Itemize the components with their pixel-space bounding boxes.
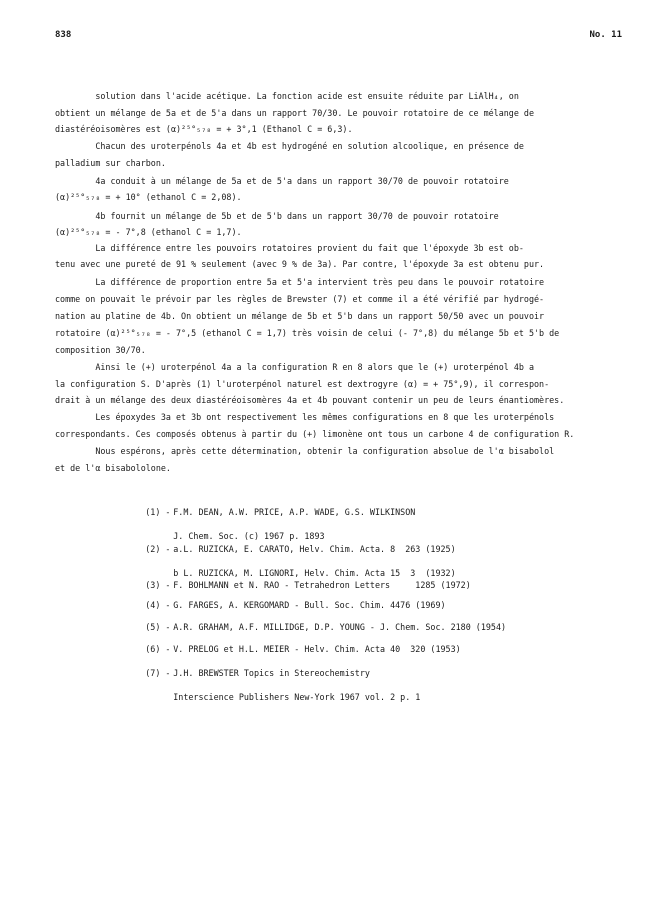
body-line: correspondants. Ces composés obtenus à partir du (+) limonène ont tous un carbone 4 de configuration R. [55,429,575,439]
body-line: comme on pouvait le prévoir par les règles de Brewster (7) et comme il a été vérifié par hydrogé- [55,294,545,304]
reference-text: a.L. RUZICKA, E. CARATO, Helv. Chim. Acta. 8 263 (1925) [173,544,456,554]
body-line: 4a conduit à un mélange de 5a et de 5'a dans un rapport 30/70 de pouvoir rotatoire [55,176,509,186]
reference-text: J. Chem. Soc. (c) 1967 p. 1893 [173,531,325,541]
reference-text: V. PRELOG et H.L. MEIER - Helv. Chim. Acta 40 320 (1953) [173,644,461,654]
reference-text: A.R. GRAHAM, A.F. MILLIDGE, D.P. YOUNG - J. Chem. Soc. 2180 (1954) [173,622,507,632]
reference-number: (3) - [145,580,171,590]
body-line: composition 30/70. [55,345,146,355]
body-line: nation au platine de 4b. On obtient un mélange de 5b et 5'b dans un rapport 50/50 avec un pouvoir [55,311,545,321]
body-line: Nous espérons, après cette détermination, obtenir la configuration absolue de l'α bisabolol [55,446,555,456]
reference-text: F. BOHLMANN et N. RAO - Tetrahedron Letters 1285 (1972) [173,580,471,590]
body-line: La différence de proportion entre 5a et 5'a intervient très peu dans le pouvoir rotatoire [55,277,545,287]
body-line: Ainsi le (+) uroterpénol 4a a la configuration R en 8 alors que le (+) uroterpénol 4b a [55,362,535,372]
body-line: obtient un mélange de 5a et de 5'a dans un rapport 70/30. Le pouvoir rotatoire de ce mélange de [55,108,535,118]
reference-number: (4) - [145,600,171,610]
reference-text: G. FARGES, A. KERGOMARD - Bull. Soc. Chim. 4476 (1969) [173,600,446,610]
body-line: et de l'α bisabololone. [55,463,171,473]
reference-number: (5) - [145,622,171,632]
page-number: 838 [55,30,72,40]
body-line: tenu avec une pureté de 91 % seulement (avec 9 % de 3a). Par contre, l'époxyde 3a est obtenu pur. [55,259,545,269]
body-line: (α)²⁵°₅₇₈ = - 7°,8 (ethanol C = 1,7). [55,227,242,237]
reference-text: J.H. BREWSTER Topics in Stereochemistry [173,668,370,678]
reference-number: (6) - [145,644,171,654]
body-line: la configuration S. D'après (1) l'uroterpénol naturel est dextrogyre (α) = + 75°,9), il correspon- [55,379,550,389]
reference-text: F.M. DEAN, A.W. PRICE, A.P. WADE, G.S. WILKINSON [173,507,416,517]
body-line: solution dans l'acide acétique. La fonction acide est ensuite réduite par LiAlH₄, on [55,91,519,101]
body-line: palladium sur charbon. [55,158,166,168]
body-line: (α)²⁵°₅₇₈ = + 10° (ethanol C = 2,08). [55,192,242,202]
reference-number: (2) - [145,544,171,554]
body-line: Les époxydes 3a et 3b ont respectivement les mêmes configurations en 8 que les uroterpénols [55,412,555,422]
reference-number: (1) - [145,507,171,517]
reference-item [115,655,420,715]
reference-text: b L. RUZICKA, M. LIGNORI, Helv. Chim. Acta 15 3 (1932) [173,568,456,578]
body-line: Chacun des uroterpénols 4a et 4b est hydrogéné en solution alcoolique, en présence de [55,141,524,151]
body-line: drait à un mélange des deux diastéréoisomères 4a et 4b pouvant contenir un peu de leurs énantiomères. [55,395,565,405]
reference-number: (7) - [145,668,171,678]
body-line: La différence entre les pouvoirs rotatoires provient du fait que l'époxyde 3b est ob- [55,243,524,253]
issue-number: No. 11 [589,30,622,40]
reference-text: Interscience Publishers New-York 1967 vol. 2 p. 1 [173,692,421,702]
body-line: 4b fournit un mélange de 5b et de 5'b dans un rapport 30/70 de pouvoir rotatoire [55,211,499,221]
body-line: rotatoire (α)²⁵°₅₇₈ = - 7°,5 (ethanol C = 1,7) très voisin de celui (- 7°,8) du mélange 5b et 5'b de [55,328,560,338]
body-line: diastéréoisomères est (α)²⁵°₅₇₈ = + 3°,1 (Ethanol C = 6,3). [55,124,353,134]
